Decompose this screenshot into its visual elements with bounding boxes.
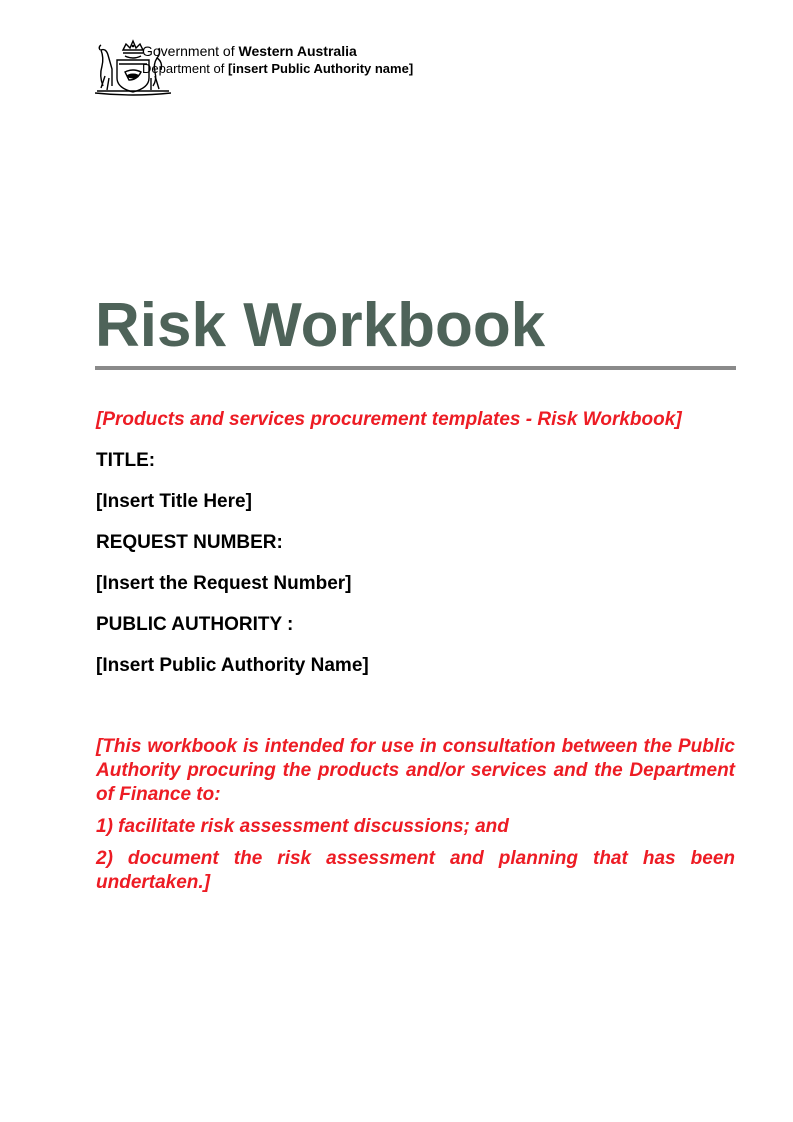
letterhead-department-name: [insert Public Authority name] bbox=[228, 61, 414, 76]
title-value: [Insert Title Here] bbox=[96, 491, 252, 512]
request-number-label: REQUEST NUMBER: bbox=[96, 532, 283, 553]
document-subtitle: [Products and services procurement templates - Risk Workbook] bbox=[96, 409, 682, 430]
workbook-purpose-paragraph: [This workbook is intended for use in consultation between the Public Authority procuring the products and/or services and the Department of Finance to: bbox=[96, 736, 735, 805]
letterhead-department-line bbox=[142, 61, 413, 77]
purpose-item-2: 2) document the risk assessment and planning that has been undertaken.] bbox=[96, 848, 735, 893]
purpose-item-1: 1) facilitate risk assessment discussions; and bbox=[96, 816, 509, 837]
letterhead-government-name: Western Australia bbox=[238, 43, 357, 59]
title-label: TITLE: bbox=[96, 450, 156, 471]
letterhead-department-prefix: Department of bbox=[142, 61, 225, 76]
public-authority-label: PUBLIC AUTHORITY : bbox=[96, 614, 294, 635]
letterhead-government-prefix: Government of bbox=[142, 43, 235, 59]
letterhead bbox=[95, 36, 475, 98]
document-body bbox=[96, 408, 735, 895]
letterhead-government-line bbox=[142, 43, 357, 59]
document-title: Risk Workbook bbox=[95, 291, 546, 360]
public-authority-value: [Insert Public Authority Name] bbox=[96, 655, 369, 676]
title-divider bbox=[95, 366, 736, 370]
request-number-value: [Insert the Request Number] bbox=[96, 573, 352, 594]
